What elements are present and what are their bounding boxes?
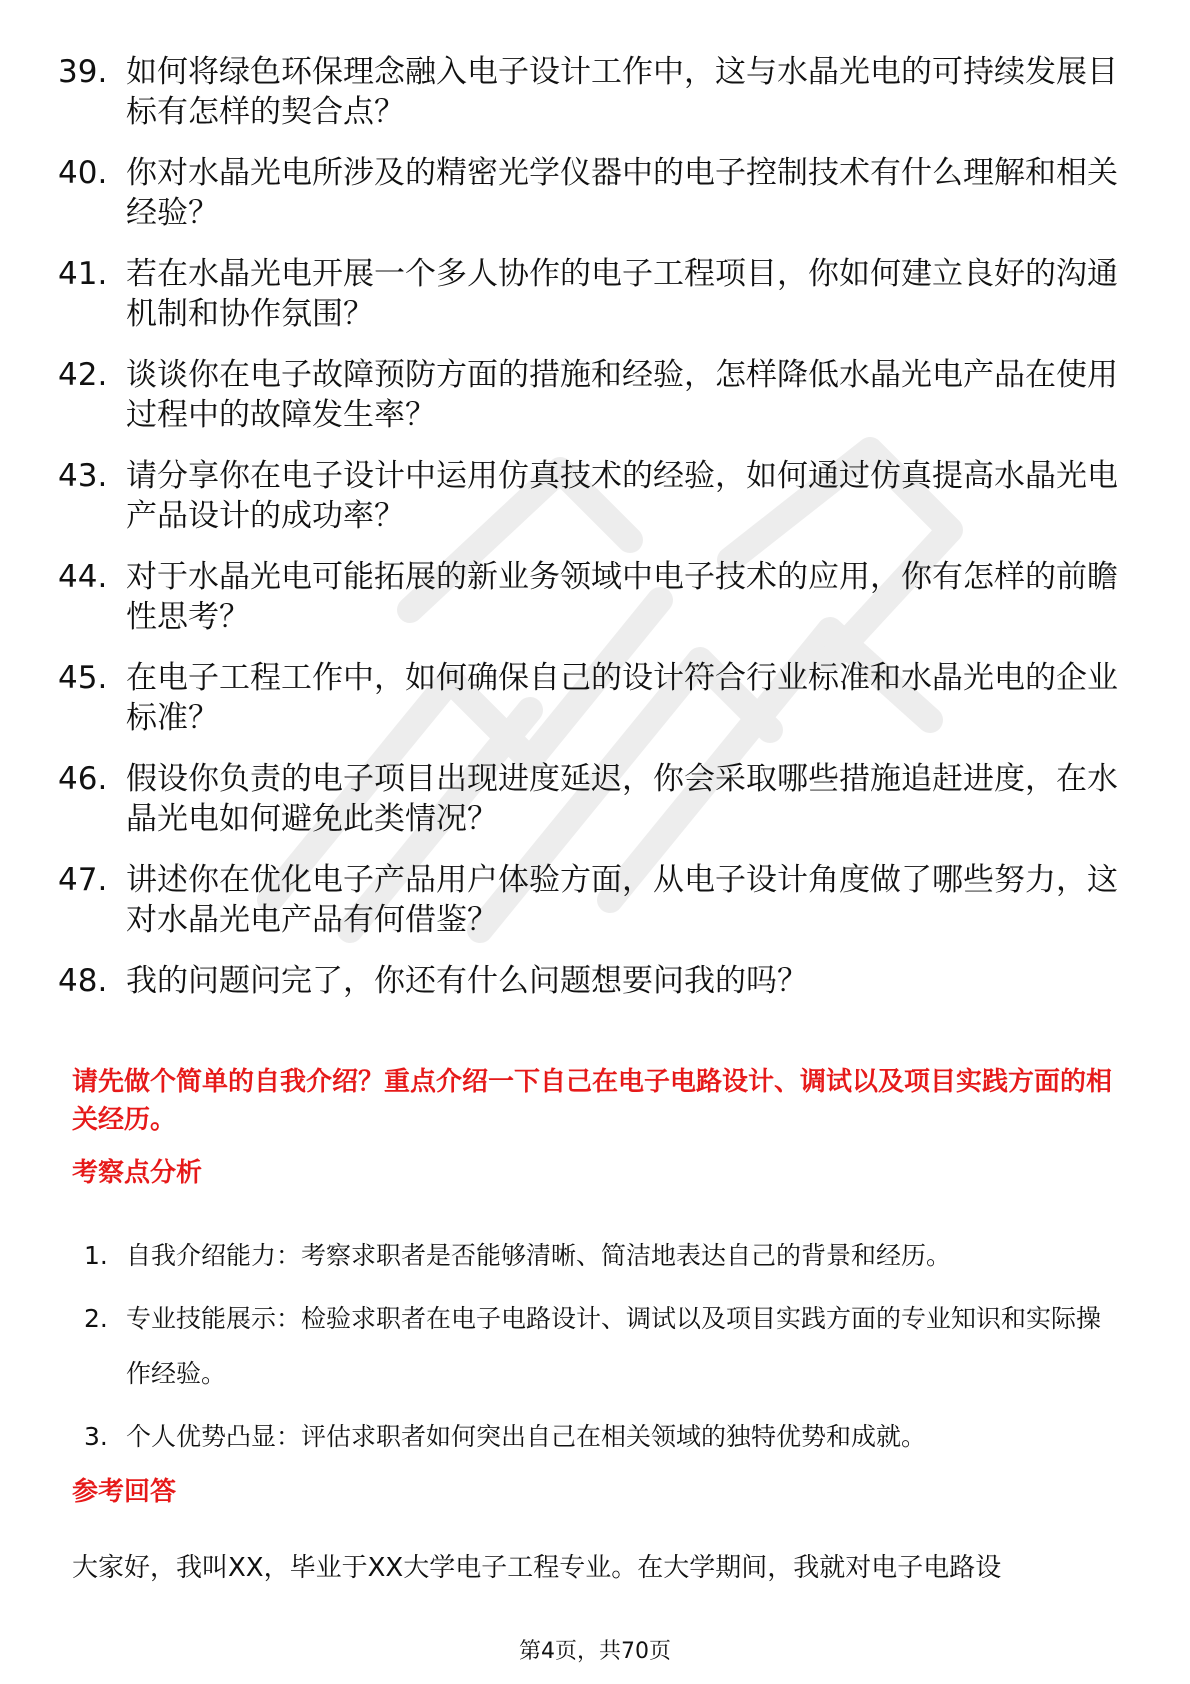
question-text: 对于水晶光电可能拓展的新业务领域中电子技术的应用，你有怎样的前瞻性思考？ [126,559,1118,635]
question-text: 如何将绿色环保理念融入电子设计工作中，这与水晶光电的可持续发展目标有怎样的契合点？ [126,54,1118,130]
question-list [58,52,1118,1022]
list-item [58,860,1118,940]
reference-answer: 大家好，我叫XX，毕业于XX大学电子工程专业。在大学期间，我就对电子电路设 [72,1553,1002,1583]
list-item [58,557,1118,637]
analysis-text: 个人优势凸显：评估求职者如何突出自己在相关领域的独特优势和成就。 [126,1422,927,1451]
list-item [84,1228,1124,1283]
analysis-text: 专业技能展示：检验求职者在电子电路设计、调试以及项目实践方面的专业知识和实际操作经验。 [126,1304,1102,1388]
analysis-number: 3. [84,1422,108,1451]
question-text: 你对水晶光电所涉及的精密光学仪器中的电子控制技术有什么理解和相关经验？ [126,155,1118,231]
reference-heading: 参考回答 [72,1477,177,1507]
analysis-heading: 考察点分析 [72,1158,203,1188]
featured-question: 请先做个简单的自我介绍？重点介绍一下自己在电子电路设计、调试以及项目实践方面的相关经历。 [72,1067,1113,1135]
question-number: 43. [58,458,108,494]
question-text: 若在水晶光电开展一个多人协作的电子工程项目，你如何建立良好的沟通机制和协作氛围？ [126,256,1118,332]
question-text: 请分享你在电子设计中运用仿真技术的经验，如何通过仿真提高水晶光电产品设计的成功率？ [126,458,1118,534]
question-number: 41. [58,256,108,292]
list-item [58,759,1118,839]
page-footer: 第4页，共70页 [519,1639,671,1664]
question-text: 讲述你在优化电子产品用户体验方面，从电子设计角度做了哪些努力，这对水晶光电产品有何借鉴？ [126,862,1118,938]
question-number: 45. [58,660,108,696]
analysis-number: 1. [84,1241,108,1270]
question-number: 42. [58,357,108,393]
analysis-text: 自我介绍能力：考察求职者是否能够清晰、简洁地表达自己的背景和经历。 [126,1241,952,1270]
list-item [58,658,1118,738]
question-number: 48. [58,963,108,999]
question-number: 44. [58,559,108,595]
question-text: 在电子工程工作中，如何确保自己的设计符合行业标准和水晶光电的企业标准？ [126,660,1118,736]
list-item [84,1409,1124,1464]
question-number: 46. [58,761,108,797]
list-item [58,961,1118,1001]
analysis-number: 2. [84,1304,108,1333]
question-number: 40. [58,155,108,191]
list-item [58,153,1118,233]
list-item [84,1291,1124,1401]
question-text: 我的问题问完了，你还有什么问题想要问我的吗？ [126,963,808,999]
list-item [58,254,1118,334]
question-number: 47. [58,862,108,898]
question-text: 假设你负责的电子项目出现进度延迟，你会采取哪些措施追赶进度，在水晶光电如何避免此类情况？ [126,761,1118,837]
list-item [58,456,1118,536]
question-text: 谈谈你在电子故障预防方面的措施和经验，怎样降低水晶光电产品在使用过程中的故障发生率？ [126,357,1118,433]
analysis-list [84,1228,1124,1472]
question-number: 39. [58,54,108,90]
list-item [58,355,1118,435]
list-item [58,52,1118,132]
